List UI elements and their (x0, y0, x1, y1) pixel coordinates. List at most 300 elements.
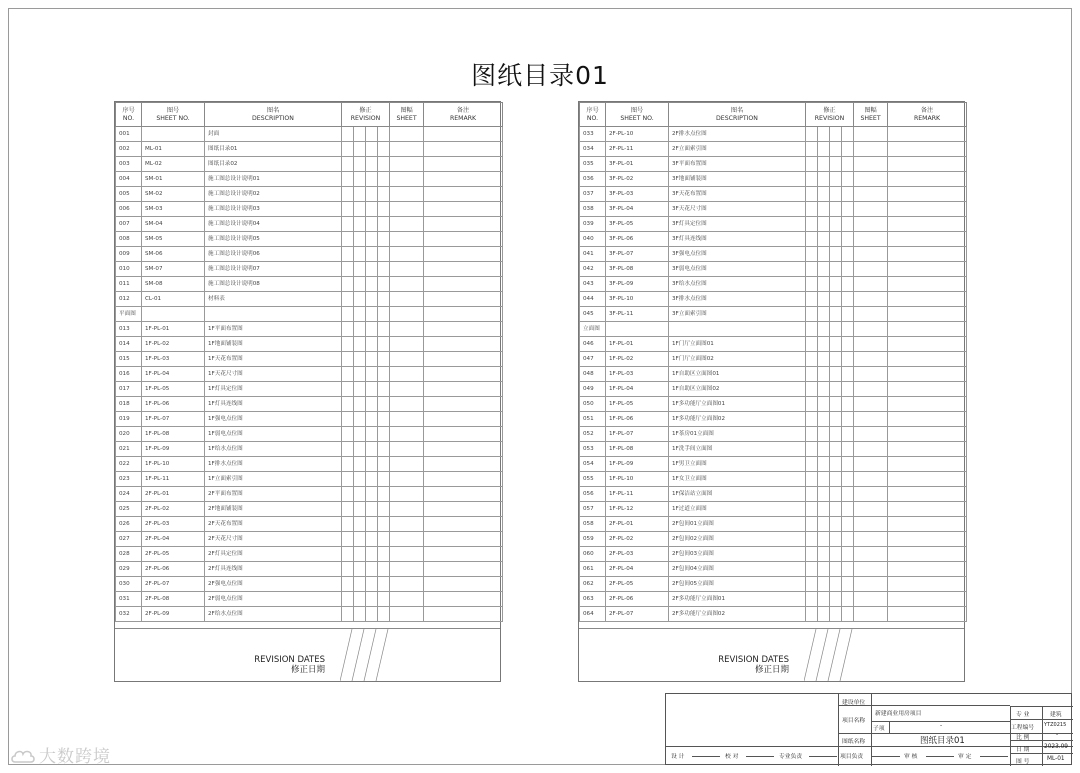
drawing-no-value: ML-01 (1047, 756, 1065, 762)
row-revision (830, 322, 842, 337)
row-sheet-no: 1F-PL-12 (606, 502, 669, 517)
table-row (580, 307, 967, 322)
row-no: 023 (116, 472, 142, 487)
row-revision (354, 412, 366, 427)
row-no: 004 (116, 172, 142, 187)
row-revision (806, 607, 818, 622)
row-revision (830, 442, 842, 457)
row-revision (818, 172, 830, 187)
row-revision (354, 442, 366, 457)
row-revision (354, 127, 366, 142)
row-description: 施工图总设计说明03 (205, 202, 342, 217)
row-sheet-no: 1F-PL-10 (142, 457, 205, 472)
row-revision (366, 592, 378, 607)
row-sheet (390, 322, 424, 337)
row-sheet (854, 562, 888, 577)
row-sheet-no: 2F-PL-10 (606, 127, 669, 142)
row-revision (354, 187, 366, 202)
row-sheet (390, 487, 424, 502)
row-revision (366, 172, 378, 187)
row-revision (830, 457, 842, 472)
row-revision (354, 307, 366, 322)
row-remark (888, 277, 967, 292)
row-description: 施工图总设计说明01 (205, 172, 342, 187)
row-sheet (390, 607, 424, 622)
row-revision (818, 277, 830, 292)
row-no: 051 (580, 412, 606, 427)
row-sheet-no: 1F-PL-09 (606, 457, 669, 472)
row-description: 1F地面铺装图 (205, 337, 342, 352)
row-description: 2F弱电点位图 (205, 592, 342, 607)
table-row (116, 157, 503, 172)
row-revision (806, 352, 818, 367)
row-revision (366, 487, 378, 502)
row-remark (888, 307, 967, 322)
table-row (116, 487, 503, 502)
row-remark (888, 352, 967, 367)
discipline-lead-label: 专业负责 (779, 754, 803, 760)
row-sheet-no: 3F-PL-09 (606, 277, 669, 292)
row-sheet (390, 472, 424, 487)
index-table (115, 102, 503, 622)
row-description: 1F灯具连线图 (205, 397, 342, 412)
row-sheet-no: 1F-PL-02 (606, 352, 669, 367)
row-sheet (854, 322, 888, 337)
row-no: 048 (580, 367, 606, 382)
row-description: 2F平面布置图 (205, 487, 342, 502)
row-revision (806, 412, 818, 427)
table-row (116, 427, 503, 442)
check-label: 校 对 (725, 754, 739, 760)
table-row (116, 277, 503, 292)
row-sheet-no: SM-03 (142, 202, 205, 217)
row-description: 2F包间02立面图 (669, 532, 806, 547)
row-remark (424, 262, 503, 277)
row-revision (354, 532, 366, 547)
row-revision (830, 337, 842, 352)
row-no: 029 (116, 562, 142, 577)
row-sheet (854, 277, 888, 292)
row-no: 016 (116, 367, 142, 382)
row-no: 015 (116, 352, 142, 367)
row-remark (424, 367, 503, 382)
row-sheet-no: 1F-PL-01 (606, 337, 669, 352)
row-revision (842, 412, 854, 427)
row-no: 052 (580, 427, 606, 442)
row-revision (354, 472, 366, 487)
row-sheet-no: 3F-PL-10 (606, 292, 669, 307)
row-description: 3F给水点位图 (669, 277, 806, 292)
row-revision (378, 382, 390, 397)
table-row (116, 247, 503, 262)
row-sheet (854, 217, 888, 232)
row-revision (806, 292, 818, 307)
row-revision (842, 142, 854, 157)
row-description: 2F包间05立面图 (669, 577, 806, 592)
col-header-no: 序号 NO. (580, 103, 606, 127)
row-revision (818, 562, 830, 577)
row-sheet-no: 1F-PL-06 (606, 412, 669, 427)
row-description: 1F自助区立面图01 (669, 367, 806, 382)
row-sheet-no: SM-08 (142, 277, 205, 292)
row-description: 1F天花尺寸图 (205, 367, 342, 382)
row-revision (818, 532, 830, 547)
row-revision (354, 502, 366, 517)
row-revision (818, 517, 830, 532)
row-sheet-no: 1F-PL-10 (606, 472, 669, 487)
row-revision (378, 487, 390, 502)
row-remark (424, 322, 503, 337)
row-revision (806, 442, 818, 457)
row-sheet (390, 517, 424, 532)
row-description: 2F灯具连线图 (205, 562, 342, 577)
row-revision (818, 457, 830, 472)
row-revision (830, 232, 842, 247)
row-revision (818, 127, 830, 142)
row-remark (424, 232, 503, 247)
row-revision (842, 217, 854, 232)
row-revision (806, 337, 818, 352)
row-revision (842, 322, 854, 337)
row-revision (806, 307, 818, 322)
row-revision (806, 382, 818, 397)
row-revision (342, 292, 354, 307)
table-row (116, 142, 503, 157)
table-row (580, 472, 967, 487)
row-revision (378, 127, 390, 142)
row-sheet (390, 397, 424, 412)
row-no: 014 (116, 337, 142, 352)
row-description: 1F保洁站立面图 (669, 487, 806, 502)
row-revision (830, 157, 842, 172)
row-sheet-no: 1F-PL-05 (606, 397, 669, 412)
design-label: 设 计 (671, 754, 685, 760)
table-row (580, 277, 967, 292)
project-name: 新建商业用房项目 (875, 711, 922, 717)
row-revision (366, 442, 378, 457)
row-sheet (390, 562, 424, 577)
row-remark (424, 142, 503, 157)
row-remark (424, 127, 503, 142)
row-revision (818, 367, 830, 382)
table-row (580, 292, 967, 307)
row-sheet-no: 2F-PL-02 (142, 502, 205, 517)
row-remark (888, 367, 967, 382)
row-description: 2F排水点位图 (669, 127, 806, 142)
table-row (116, 502, 503, 517)
row-no: 018 (116, 397, 142, 412)
row-revision (842, 277, 854, 292)
table-row (116, 202, 503, 217)
row-sheet-no: 2F-PL-11 (606, 142, 669, 157)
row-description: 图纸目录02 (205, 157, 342, 172)
table-row (116, 127, 503, 142)
row-revision (806, 202, 818, 217)
row-revision (806, 187, 818, 202)
row-remark (424, 337, 503, 352)
row-revision (806, 577, 818, 592)
row-revision (354, 457, 366, 472)
row-revision (342, 607, 354, 622)
row-remark (888, 502, 967, 517)
row-revision (354, 232, 366, 247)
table-row (116, 397, 503, 412)
row-revision (830, 487, 842, 502)
row-remark (888, 247, 967, 262)
review-label: 审 核 (904, 754, 918, 760)
row-revision (830, 172, 842, 187)
row-revision (378, 202, 390, 217)
row-revision (818, 322, 830, 337)
row-no: 061 (580, 562, 606, 577)
row-revision (354, 367, 366, 382)
row-revision (830, 217, 842, 232)
col-header-no: 序号 NO. (116, 103, 142, 127)
row-revision (842, 157, 854, 172)
row-revision (366, 142, 378, 157)
section-row (580, 322, 967, 337)
table-row (116, 322, 503, 337)
client-label: 建设单位 (842, 700, 866, 706)
table-row (580, 172, 967, 187)
table-row (580, 487, 967, 502)
row-sheet-no: 2F-PL-05 (142, 547, 205, 562)
row-sheet-no: 1F-PL-03 (606, 367, 669, 382)
revision-date-lines (340, 629, 400, 682)
row-description: 1F女卫立面图 (669, 472, 806, 487)
row-no: 045 (580, 307, 606, 322)
row-revision (842, 517, 854, 532)
revision-dates-box (579, 628, 964, 681)
table-row (580, 607, 967, 622)
row-revision (378, 577, 390, 592)
row-sheet (390, 592, 424, 607)
row-revision (842, 427, 854, 442)
table-row (116, 547, 503, 562)
row-no: 012 (116, 292, 142, 307)
row-revision (830, 562, 842, 577)
table-row (580, 217, 967, 232)
row-remark (424, 217, 503, 232)
row-sheet (854, 427, 888, 442)
row-sheet-no: 2F-PL-07 (606, 607, 669, 622)
row-revision (354, 562, 366, 577)
row-description: 1F排水点位图 (205, 457, 342, 472)
row-revision (842, 262, 854, 277)
approve-label: 审 定 (958, 754, 972, 760)
row-sheet-no: ML-01 (142, 142, 205, 157)
row-revision (366, 187, 378, 202)
row-remark (888, 517, 967, 532)
row-revision (342, 517, 354, 532)
row-sheet-no: 2F-PL-08 (142, 592, 205, 607)
row-remark (424, 412, 503, 427)
row-description: 3F平面布置图 (669, 157, 806, 172)
table-row (116, 577, 503, 592)
table-row (580, 412, 967, 427)
row-revision (830, 427, 842, 442)
row-revision (842, 172, 854, 187)
row-revision (378, 562, 390, 577)
row-revision (830, 352, 842, 367)
col-header-remark: 备注 REMARK (888, 103, 967, 127)
col-header-revision: 修正 REVISION (342, 103, 390, 127)
row-remark (888, 187, 967, 202)
row-revision (806, 217, 818, 232)
row-remark (888, 577, 967, 592)
row-revision (830, 187, 842, 202)
row-revision (818, 307, 830, 322)
row-revision (354, 487, 366, 502)
row-sheet-no: 2F-PL-03 (606, 547, 669, 562)
row-sheet (854, 337, 888, 352)
row-revision (354, 247, 366, 262)
row-revision (830, 367, 842, 382)
row-revision (366, 337, 378, 352)
row-no: 044 (580, 292, 606, 307)
row-no: 028 (116, 547, 142, 562)
row-remark (424, 187, 503, 202)
row-revision (342, 472, 354, 487)
row-revision (366, 247, 378, 262)
row-remark (888, 397, 967, 412)
table-row (116, 517, 503, 532)
row-revision (342, 592, 354, 607)
col-header-sheet: 图幅 SHEET (390, 103, 424, 127)
row-sheet-no (142, 127, 205, 142)
date-value: 2023.09 (1044, 744, 1068, 750)
row-sheet (854, 487, 888, 502)
row-sheet (854, 352, 888, 367)
row-remark (424, 202, 503, 217)
row-sheet (390, 142, 424, 157)
row-description: 1F强电点位图 (205, 412, 342, 427)
page-title: 图纸目录01 (471, 61, 609, 90)
row-no: 011 (116, 277, 142, 292)
row-revision (378, 457, 390, 472)
row-revision (806, 157, 818, 172)
row-revision (366, 307, 378, 322)
row-sheet-no: 1F-PL-01 (142, 322, 205, 337)
sub-item-label: 子项 (873, 726, 885, 732)
table-row (580, 187, 967, 202)
row-revision (842, 202, 854, 217)
row-sheet (390, 442, 424, 457)
row-sheet-no (142, 307, 205, 322)
row-remark (888, 217, 967, 232)
row-no: 022 (116, 457, 142, 472)
row-no: 054 (580, 457, 606, 472)
table-row (580, 547, 967, 562)
row-description: 材料表 (205, 292, 342, 307)
row-sheet-no: SM-06 (142, 247, 205, 262)
row-revision (354, 352, 366, 367)
row-revision (354, 142, 366, 157)
row-remark (888, 592, 967, 607)
row-remark (888, 472, 967, 487)
row-revision (806, 397, 818, 412)
row-revision (842, 562, 854, 577)
row-remark (888, 262, 967, 277)
row-revision (818, 262, 830, 277)
row-revision (818, 187, 830, 202)
scale-label: 比 例 (1016, 735, 1030, 741)
row-revision (818, 352, 830, 367)
row-description: 施工图总设计说明04 (205, 217, 342, 232)
row-sheet (390, 292, 424, 307)
row-remark (424, 502, 503, 517)
row-sheet-no: SM-01 (142, 172, 205, 187)
row-sheet-no: SM-04 (142, 217, 205, 232)
row-revision (366, 502, 378, 517)
row-sheet-no: SM-05 (142, 232, 205, 247)
row-sheet (390, 187, 424, 202)
row-revision (366, 562, 378, 577)
row-remark (888, 382, 967, 397)
row-revision (342, 202, 354, 217)
row-revision (354, 157, 366, 172)
row-revision (818, 142, 830, 157)
row-revision (366, 352, 378, 367)
row-revision (342, 442, 354, 457)
table-row (580, 517, 967, 532)
row-revision (830, 547, 842, 562)
row-revision (378, 397, 390, 412)
row-description: 1F给水点位图 (205, 442, 342, 457)
row-revision (806, 262, 818, 277)
row-sheet-no: CL-01 (142, 292, 205, 307)
row-description: 2F灯具定位图 (205, 547, 342, 562)
drawing-no-label: 图 号 (1016, 759, 1030, 765)
row-remark (424, 577, 503, 592)
row-description: 1F洗手间立面图 (669, 442, 806, 457)
row-sheet (854, 247, 888, 262)
row-revision (830, 202, 842, 217)
row-description: 1F天花布置图 (205, 352, 342, 367)
row-revision (806, 487, 818, 502)
row-description: 1F多功能厅立面图02 (669, 412, 806, 427)
row-revision (366, 262, 378, 277)
row-sheet (854, 142, 888, 157)
row-revision (830, 532, 842, 547)
row-sheet (854, 472, 888, 487)
row-revision (366, 127, 378, 142)
row-revision (366, 397, 378, 412)
row-revision (354, 217, 366, 232)
row-no: 033 (580, 127, 606, 142)
row-sheet (390, 412, 424, 427)
row-description: 3F强电点位图 (669, 247, 806, 262)
row-revision (806, 247, 818, 262)
row-sheet-no: 1F-PL-04 (142, 367, 205, 382)
row-sheet-no: 3F-PL-08 (606, 262, 669, 277)
row-remark (424, 487, 503, 502)
row-revision (830, 262, 842, 277)
row-remark (888, 532, 967, 547)
row-revision (806, 127, 818, 142)
row-sheet-no: 2F-PL-03 (142, 517, 205, 532)
row-revision (378, 367, 390, 382)
row-description: 2F包间04立面图 (669, 562, 806, 577)
row-remark (888, 322, 967, 337)
row-revision (342, 232, 354, 247)
row-description: 2F天花尺寸图 (205, 532, 342, 547)
row-revision (806, 232, 818, 247)
row-revision (378, 412, 390, 427)
row-description: 2F多功能厅立面图01 (669, 592, 806, 607)
table-row (116, 337, 503, 352)
row-revision (342, 577, 354, 592)
